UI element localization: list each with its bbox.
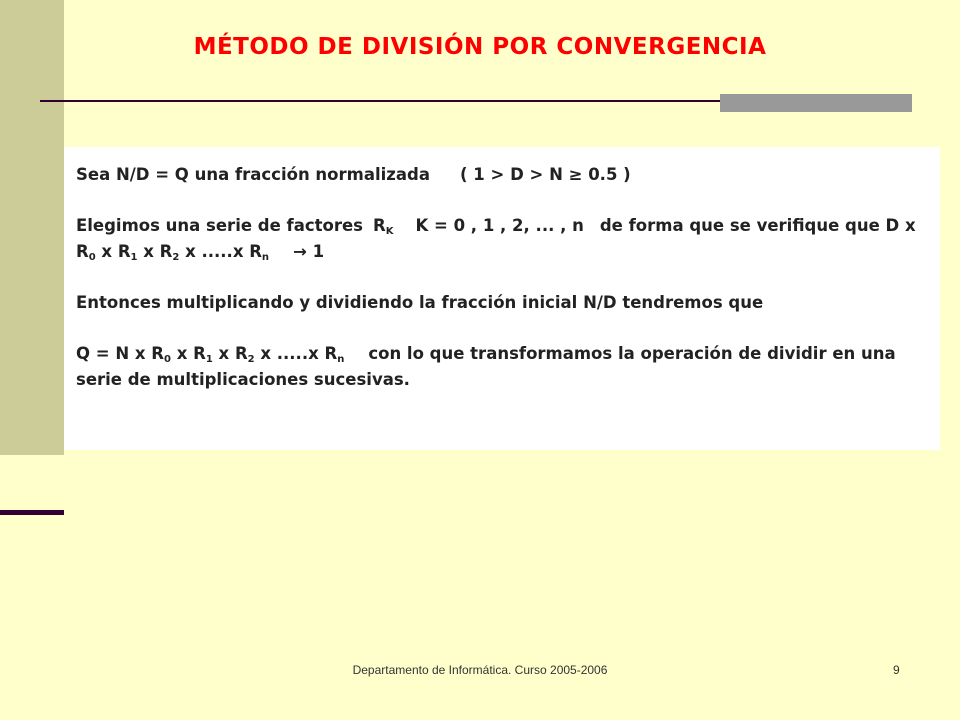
factor-symbol: $R_K$: [373, 216, 394, 237]
paragraph-definition: [76, 162, 930, 188]
slide-footer: Departamento de Informática. Curso 2005-2006: [352, 663, 608, 677]
paragraph-factors: [76, 213, 930, 265]
result-continuation: serie de multiplicaciones sucesivas.: [76, 370, 410, 389]
factors-suffix: de forma que se verifique que D x: [599, 216, 916, 235]
slide-title: MÉTODO DE DIVISIÓN POR CONVERGENCIA: [193, 34, 767, 60]
factors-prefix: Elegimos una serie de factores: [76, 216, 364, 235]
definition-text: Sea N/D = Q una fracción normalizada: [76, 165, 430, 184]
paragraph-result: [76, 341, 930, 393]
limit-expression: → 1: [293, 242, 325, 261]
multiplication-text: Entonces multiplicando y dividiendo la fracción inicial N/D tendremos que: [76, 293, 764, 312]
title-underline-accent: [720, 94, 912, 112]
page-number: 9: [893, 663, 900, 677]
content-box: [64, 147, 940, 450]
factor-indices: K = 0 , 1 , 2, ... , n: [415, 216, 584, 235]
definition-condition: ( 1 > D > N ≥ 0.5 ): [459, 165, 631, 184]
result-suffix: con lo que transformamos la operación de dividir en una: [368, 344, 896, 363]
sidebar-band: [0, 0, 64, 455]
paragraph-multiplication: [76, 290, 930, 316]
product-expression: $R_0$ x $R_1$ x $R_2$ x .....x $R_n$: [76, 242, 270, 263]
result-expression: Q = N x $R_0$ x $R_1$ x $R_2$ x .....x $R_n$: [76, 344, 345, 365]
sidebar-accent-line: [0, 510, 64, 515]
